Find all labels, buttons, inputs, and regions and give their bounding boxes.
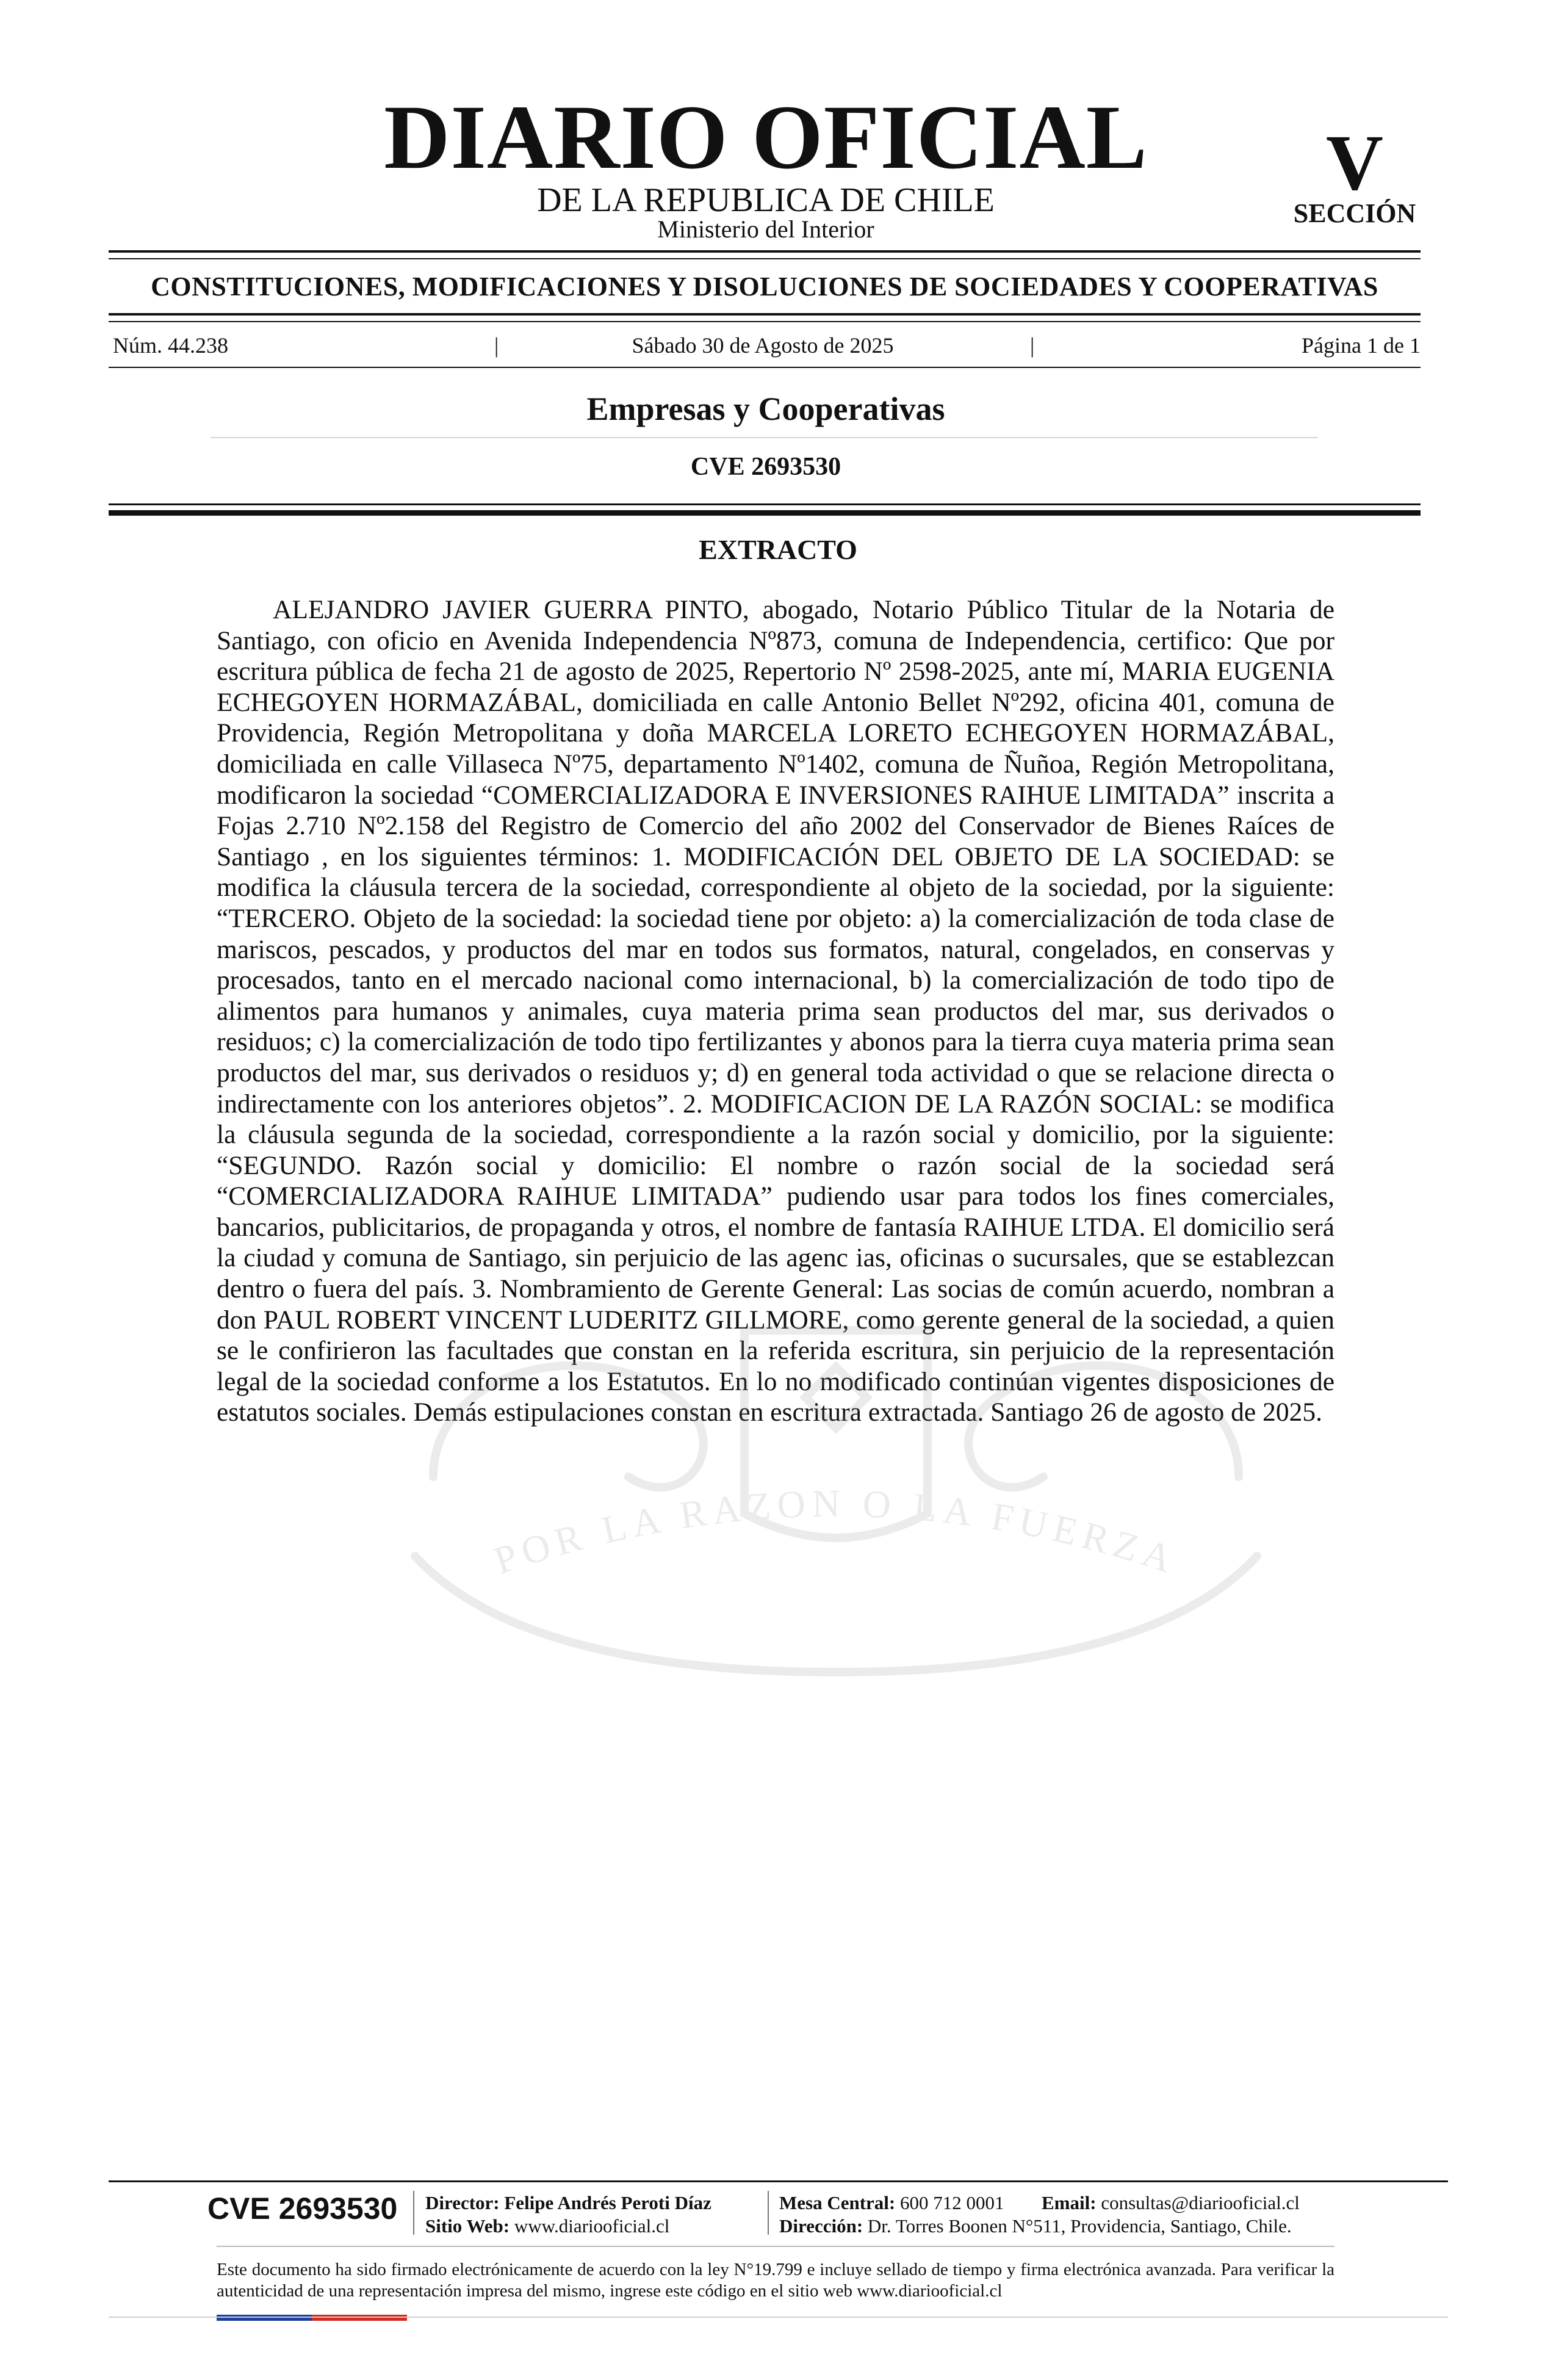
divider [211, 437, 1318, 438]
email-label: Email: [1042, 2192, 1097, 2213]
director-name: Felipe Andrés Peroti Díaz [504, 2192, 711, 2213]
address-value: Dr. Torres Boonen N°511, Providencia, Santiago, Chile. [867, 2215, 1292, 2237]
flag-blue-segment [217, 2315, 312, 2321]
document-heading: EXTRACTO [699, 534, 857, 565]
newspaper-title: DIARIO OFICIAL [384, 87, 1148, 188]
issue-date: Sábado 30 de Agosto de 2025 [632, 333, 894, 358]
divider [109, 258, 1421, 259]
category-title: Empresas y Cooperativas [586, 391, 945, 427]
director-line [425, 2193, 711, 2212]
document-body: ALEJANDRO JAVIER GUERRA PINTO, abogado, Notario Público Titular de la Notaria de Santiago, con oficio en Avenida Independencia Nº873, comuna de Independencia, certifico: Que por escritura pública de fecha 21 de agosto de 2025, Repertorio Nº 2598-2025, ante mí, MARIA EUGENIA ECHEGOYEN HORMAZÁBAL, domiciliada en calle Antonio Bellet Nº292, oficina 401, comuna de Providencia, Región Metropolitana y doña MARCELA LORETO ECHEGOYEN HORMAZÁBAL, domiciliada en calle Villaseca Nº75, departamento Nº1402, comuna de Ñuñoa, Región Metropolitana, modificaron la sociedad “COMERCIALIZADORA E INVERSIONES RAIHUE LIMITADA” inscrita a Fojas 2.710 Nº2.158 del Registro de Comercio del año 2002 del Conservador de Bienes Raíces de Santiago , en los siguientes términos: 1. MODIFICACIÓN DEL OBJETO DE LA SOCIEDAD: se modifica la cláusula tercera de la sociedad, correspondiente al objeto de la sociedad, por la siguiente: “TERCERO. Objeto de la sociedad: la sociedad tiene por objeto: a) la comercialización de toda clase de mariscos, pescados, y productos del mar en todos sus formatos, natural, congelados, en conservas y procesados, tanto en el mercado nacional como internacional, b) la comercialización de todo tipo de alimentos para humanos y animales, cuya materia prima sean productos del mar, sus derivados o residuos; c) la comercialización de todo tipo fertilizantes y abonos para la tierra cuya materia prima sean productos del mar, sus derivados o residuos y; d) en general toda actividad o que se relacione directa o indirectamente con los anteriores objetos”. 2. MODIFICACION DE LA RAZÓN SOCIAL: se modifica la cláusula segunda de la sociedad, correspondiente a la razón social y domicilio, por la siguiente: “SEGUNDO. Razón social y domicilio: El nombre o razón social de la sociedad será “COMERCIALIZADORA RAIHUE LIMITADA” pudiendo usar para todos los fines comerciales, bancarios, publicitarios, de propaganda y otros, el nombre de fantasía RAIHUE LTDA. El domicilio será la ciudad y comuna de Santiago, sin perjuicio de las agenc ias, oficinas o sucursales, que se establezcan dentro o fuera del país. 3. Nombramiento de Gerente General: Las socias de común acuerdo, nombran a don PAUL ROBERT VINCENT LUDERITZ GILLMORE, como gerente general de la sociedad, a quien se le confirieron las facultades que constan en la referida escritura, sin perjuicio de la representación legal de la sociedad conforme a los Estatutos. En lo no modificado continúan vigentes disposiciones de estatutos sociales. Demás estipulaciones constan en escritura extractada. Santiago 26 de agosto de 2025. [217, 595, 1334, 1427]
cve-code: CVE 2693530 [690, 453, 841, 481]
issue-number: Núm. 44.238 [113, 333, 228, 358]
phone-line [779, 2193, 1004, 2212]
legal-notice: Este documento ha sido firmado electrónicamente de acuerdo con la ley N°19.799 e incluye sellado de tiempo y firma electrónica avanzada. Para verificar la autenticidad de una representación impresa del mismo, ingrese este código en el sitio web www.diariooficial.cl [217, 2260, 1334, 2301]
coat-of-arms-icon [342, 1294, 1330, 1684]
email-link[interactable]: consultas@diariooficial.cl [1101, 2192, 1300, 2213]
director-label: Director: [425, 2192, 500, 2213]
divider [109, 367, 1421, 368]
divider [109, 503, 1421, 505]
website-line [425, 2216, 669, 2235]
address-line [779, 2216, 1292, 2235]
divider [413, 2191, 414, 2235]
divider [109, 2180, 1448, 2182]
divider [109, 2317, 1448, 2318]
divider [217, 2246, 1334, 2247]
website-label: Sitio Web: [425, 2215, 510, 2237]
divider [109, 313, 1421, 316]
flag-color-bar [217, 2315, 407, 2321]
divider [109, 250, 1421, 253]
flag-red-segment [312, 2315, 407, 2321]
divider [109, 510, 1421, 516]
phone-number: 600 712 0001 [900, 2192, 1004, 2213]
divider [768, 2191, 769, 2235]
email-line [1042, 2193, 1300, 2212]
divider [109, 321, 1421, 322]
newspaper-subtitle: DE LA REPUBLICA DE CHILE [537, 181, 995, 219]
section-banner: CONSTITUCIONES, MODIFICACIONES Y DISOLUCIONES DE SOCIEDADES Y COOPERATIVAS [151, 272, 1378, 301]
svg-text:POR LA RAZON O LA FUERZA [489, 1482, 1183, 1582]
info-separator: | [1030, 333, 1035, 358]
page-number: Página 1 de 1 [1302, 333, 1421, 358]
ministry-name: Ministerio del Interior [657, 215, 874, 243]
website-link[interactable]: www.diariooficial.cl [514, 2215, 670, 2237]
phone-label: Mesa Central: [779, 2192, 896, 2213]
section-letter: V [1326, 119, 1383, 207]
address-label: Dirección: [779, 2215, 863, 2237]
section-label: SECCIÓN [1293, 198, 1416, 228]
footer-cve-code: CVE 2693530 [207, 2191, 398, 2226]
watermark-motto: POR LA RAZON O LA FUERZA [489, 1481, 1183, 1582]
info-separator: | [494, 333, 499, 358]
